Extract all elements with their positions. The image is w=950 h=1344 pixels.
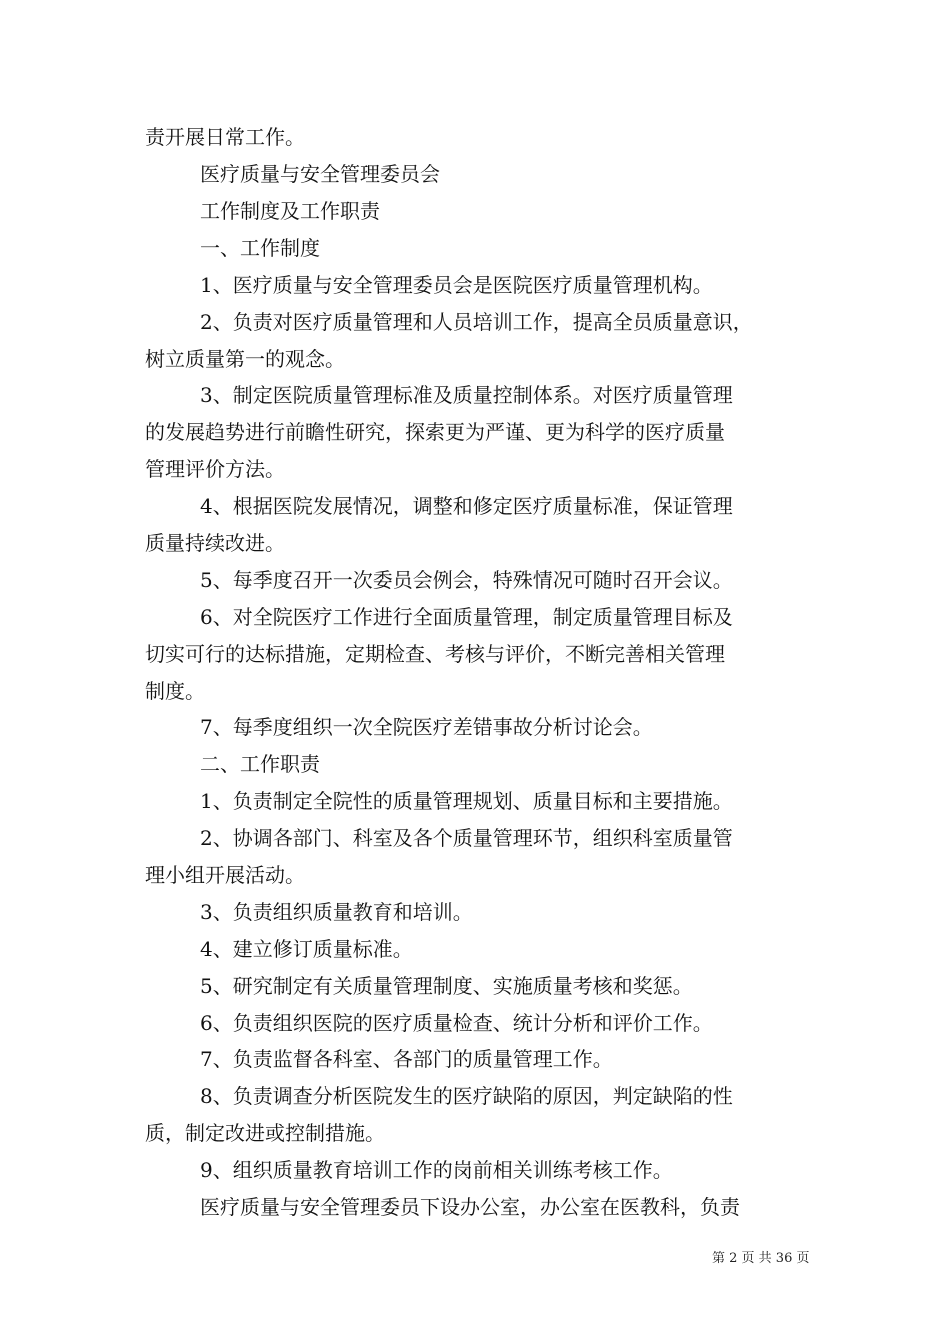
page-footer: 第 2 页 共 36 页 [712,1251,810,1266]
text-line: 工作制度及工作职责 [200,199,380,223]
text-line: 2、负责对医疗质量管理和人员培训工作，提高全员质量意识， [200,310,753,334]
text-line: 7、每季度组织一次全院医疗差错事故分析讨论会。 [200,715,653,739]
text-line: 管理评价方法。 [145,457,285,481]
text-line: 2、协调各部门、科室及各个质量管理环节，组织科室质量管 [200,826,733,850]
text-line: 5、研究制定有关质量管理制度、实施质量考核和奖惩。 [200,974,693,998]
text-line: 6、负责组织医院的医疗质量检查、统计分析和评价工作。 [200,1011,713,1035]
text-line: 医疗质量与安全管理委员会 [200,162,440,186]
text-line: 1、医疗质量与安全管理委员会是医院医疗质量管理机构。 [200,273,713,297]
text-line: 医疗质量与安全管理委员下设办公室，办公室在医教科，负责 [200,1195,740,1219]
text-line: 制度。 [145,679,205,703]
text-line: 树立质量第一的观念。 [145,347,345,371]
text-line: 3、制定医院质量管理标准及质量控制体系。对医疗质量管理 [200,383,733,407]
text-line: 8、负责调查分析医院发生的医疗缺陷的原因，判定缺陷的性 [200,1084,733,1108]
text-line: 质量持续改进。 [145,531,285,555]
text-line: 质，制定改进或控制措施。 [145,1121,385,1145]
text-line: 6、对全院医疗工作进行全面质量管理，制定质量管理目标及 [200,605,733,629]
text-line: 9、组织质量教育培训工作的岗前相关训练考核工作。 [200,1158,673,1182]
text-line: 切实可行的达标措施，定期检查、考核与评价，不断完善相关管理 [145,642,725,666]
section-heading: 一、工作制度 [200,236,320,260]
text-line: 5、每季度召开一次委员会例会，特殊情况可随时召开会议。 [200,568,733,592]
text-line: 的发展趋势进行前瞻性研究，探索更为严谨、更为科学的医疗质量 [145,420,725,444]
section-heading: 二、工作职责 [200,752,320,776]
text-line: 4、根据医院发展情况，调整和修定医疗质量标准，保证管理 [200,494,733,518]
text-line: 7、负责监督各科室、各部门的质量管理工作。 [200,1047,613,1071]
text-line: 3、负责组织质量教育和培训。 [200,900,473,924]
text-line: 4、建立修订质量标准。 [200,937,413,961]
text-line: 1、负责制定全院性的质量管理规划、质量目标和主要措施。 [200,789,733,813]
text-line: 责开展日常工作。 [145,125,305,149]
text-line: 理小组开展活动。 [145,863,305,887]
